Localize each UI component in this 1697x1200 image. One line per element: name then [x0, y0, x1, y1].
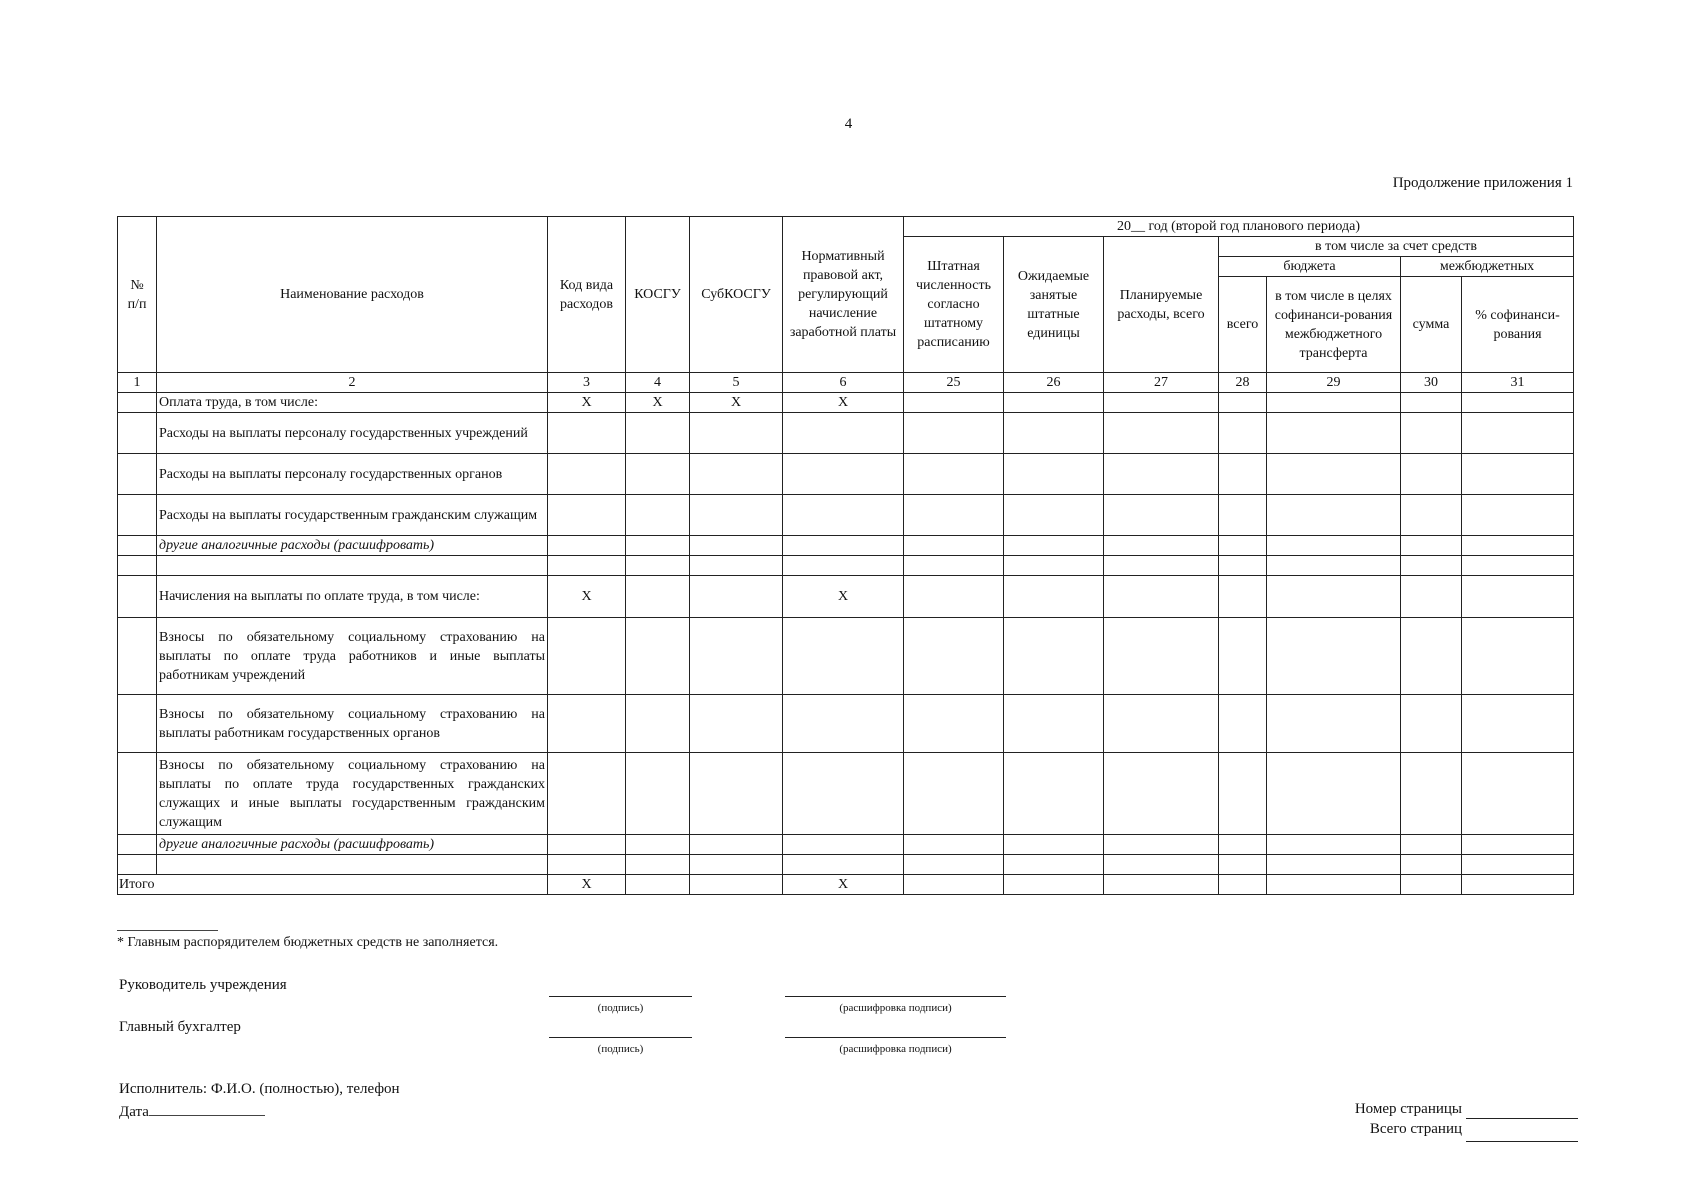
column-number: 6 [783, 373, 904, 393]
header-summa: сумма [1401, 277, 1462, 373]
page-number-label: Номер страницы [1354, 1101, 1462, 1117]
table-row [118, 618, 1574, 695]
column-number: 31 [1462, 373, 1574, 393]
column-number: 2 [157, 373, 548, 393]
page-number: 4 [844, 116, 853, 132]
column-number: 29 [1267, 373, 1401, 393]
table-row [118, 495, 1574, 536]
header-subkosgu: СубКОСГУ [690, 217, 783, 373]
column-number: 28 [1219, 373, 1267, 393]
accountant-decode-caption: (расшифровка подписи) [839, 1043, 952, 1055]
column-number: 25 [904, 373, 1004, 393]
head-sign-caption: (подпись) [597, 1002, 644, 1014]
header-kosgu: КОСГУ [626, 217, 690, 373]
row-kosgu: Х [626, 393, 690, 413]
row-name: Расходы на выплаты персоналу государственных учреждений [157, 413, 548, 454]
row-name [157, 556, 548, 576]
date-row [119, 1101, 265, 1121]
row-name: Взносы по обязательному социальному страхованию на выплаты работникам государственных органов [157, 695, 548, 753]
table-row [118, 855, 1574, 875]
total-label: Итого [118, 875, 548, 895]
table-row [118, 413, 1574, 454]
head-decode-caption: (расшифровка подписи) [839, 1002, 952, 1014]
accountant-signature-label: Главный бухгалтер [119, 1019, 241, 1035]
table-row [118, 835, 1574, 855]
column-number: 4 [626, 373, 690, 393]
row-name: Начисления на выплаты по оплате труда, в том числе: [157, 576, 548, 618]
row-name: Взносы по обязательному социальному страхованию на выплаты по оплате труда государственных гражданских служащих и иные выплаты государственным гражданским служащим [157, 753, 548, 835]
column-numbers-row [118, 373, 1574, 393]
header-ozhid: Ожидаемые занятые штатные единицы [1004, 237, 1104, 373]
header-cofin: в том числе в целях софинанси-рования межбюджетного трансферта [1267, 277, 1401, 373]
head-signature-label: Руководитель учреждения [119, 977, 287, 993]
head-signature-line [549, 996, 692, 997]
column-number: 3 [548, 373, 626, 393]
column-number: 1 [118, 373, 157, 393]
row-name: Взносы по обязательному социальному страхованию на выплаты по оплате труда работников и иные выплаты работникам учреждений [157, 618, 548, 695]
footnote-divider [117, 930, 218, 931]
row-name: Расходы на выплаты государственным гражданским служащим [157, 495, 548, 536]
row-npa: Х [783, 576, 904, 618]
header-vsego: всего [1219, 277, 1267, 373]
accountant-signature-line [549, 1037, 692, 1038]
column-number: 30 [1401, 373, 1462, 393]
row-name: Оплата труда, в том числе: [157, 393, 548, 413]
executor-line: Исполнитель: Ф.И.О. (полностью), телефон [119, 1081, 400, 1097]
table-row [118, 576, 1574, 618]
total-row [118, 875, 1574, 895]
table-row [118, 753, 1574, 835]
header-shtat: Штатная численность согласно штатному расписанию [904, 237, 1004, 373]
column-number: 27 [1104, 373, 1219, 393]
row-name: другие аналогичные расходы (расшифровать) [157, 536, 548, 556]
row-kod: Х [548, 393, 626, 413]
header-pct: % софинанси-рования [1462, 277, 1574, 373]
header-kod-vida: Код вида расходов [548, 217, 626, 373]
row-name [157, 855, 548, 875]
table-row [118, 393, 1574, 413]
row-name: другие аналогичные расходы (расшифровать) [157, 835, 548, 855]
page-number-line [1466, 1118, 1578, 1119]
footnote: * Главным распорядителем бюджетных средств не заполняется. [117, 935, 499, 950]
header-npa: Нормативный правовой акт, регулирующий начисление заработной платы [783, 217, 904, 373]
total-pages-line [1466, 1141, 1578, 1142]
header-budget-group: бюджета [1219, 257, 1401, 277]
row-name: Расходы на выплаты персоналу государственных органов [157, 454, 548, 495]
table-row [118, 556, 1574, 576]
date-label: Дата [119, 1104, 149, 1120]
row-subkosgu: Х [690, 393, 783, 413]
header-year-group: 20__ год (второй год планового периода) [904, 217, 1574, 237]
total-kod: Х [548, 875, 626, 895]
accountant-decode-line [785, 1037, 1006, 1038]
header-mezhb-group: межбюджетных [1401, 257, 1574, 277]
row-npa: Х [783, 393, 904, 413]
header-incl-group: в том числе за счет средств [1219, 237, 1574, 257]
total-pages-label: Всего страниц [1369, 1121, 1462, 1137]
table-row [118, 536, 1574, 556]
header-plan: Планируемые расходы, всего [1104, 237, 1219, 373]
date-line [149, 1101, 265, 1116]
table-row [118, 695, 1574, 753]
expenses-table [117, 216, 1574, 895]
appendix-continuation: Продолжение приложения 1 [1392, 175, 1573, 191]
header-num: № п/п [118, 217, 157, 373]
table-row [118, 454, 1574, 495]
header-name: Наименование расходов [157, 217, 548, 373]
head-decode-line [785, 996, 1006, 997]
row-kod: Х [548, 576, 626, 618]
accountant-sign-caption: (подпись) [597, 1043, 644, 1055]
column-number: 26 [1004, 373, 1104, 393]
column-number: 5 [690, 373, 783, 393]
total-npa: Х [783, 875, 904, 895]
